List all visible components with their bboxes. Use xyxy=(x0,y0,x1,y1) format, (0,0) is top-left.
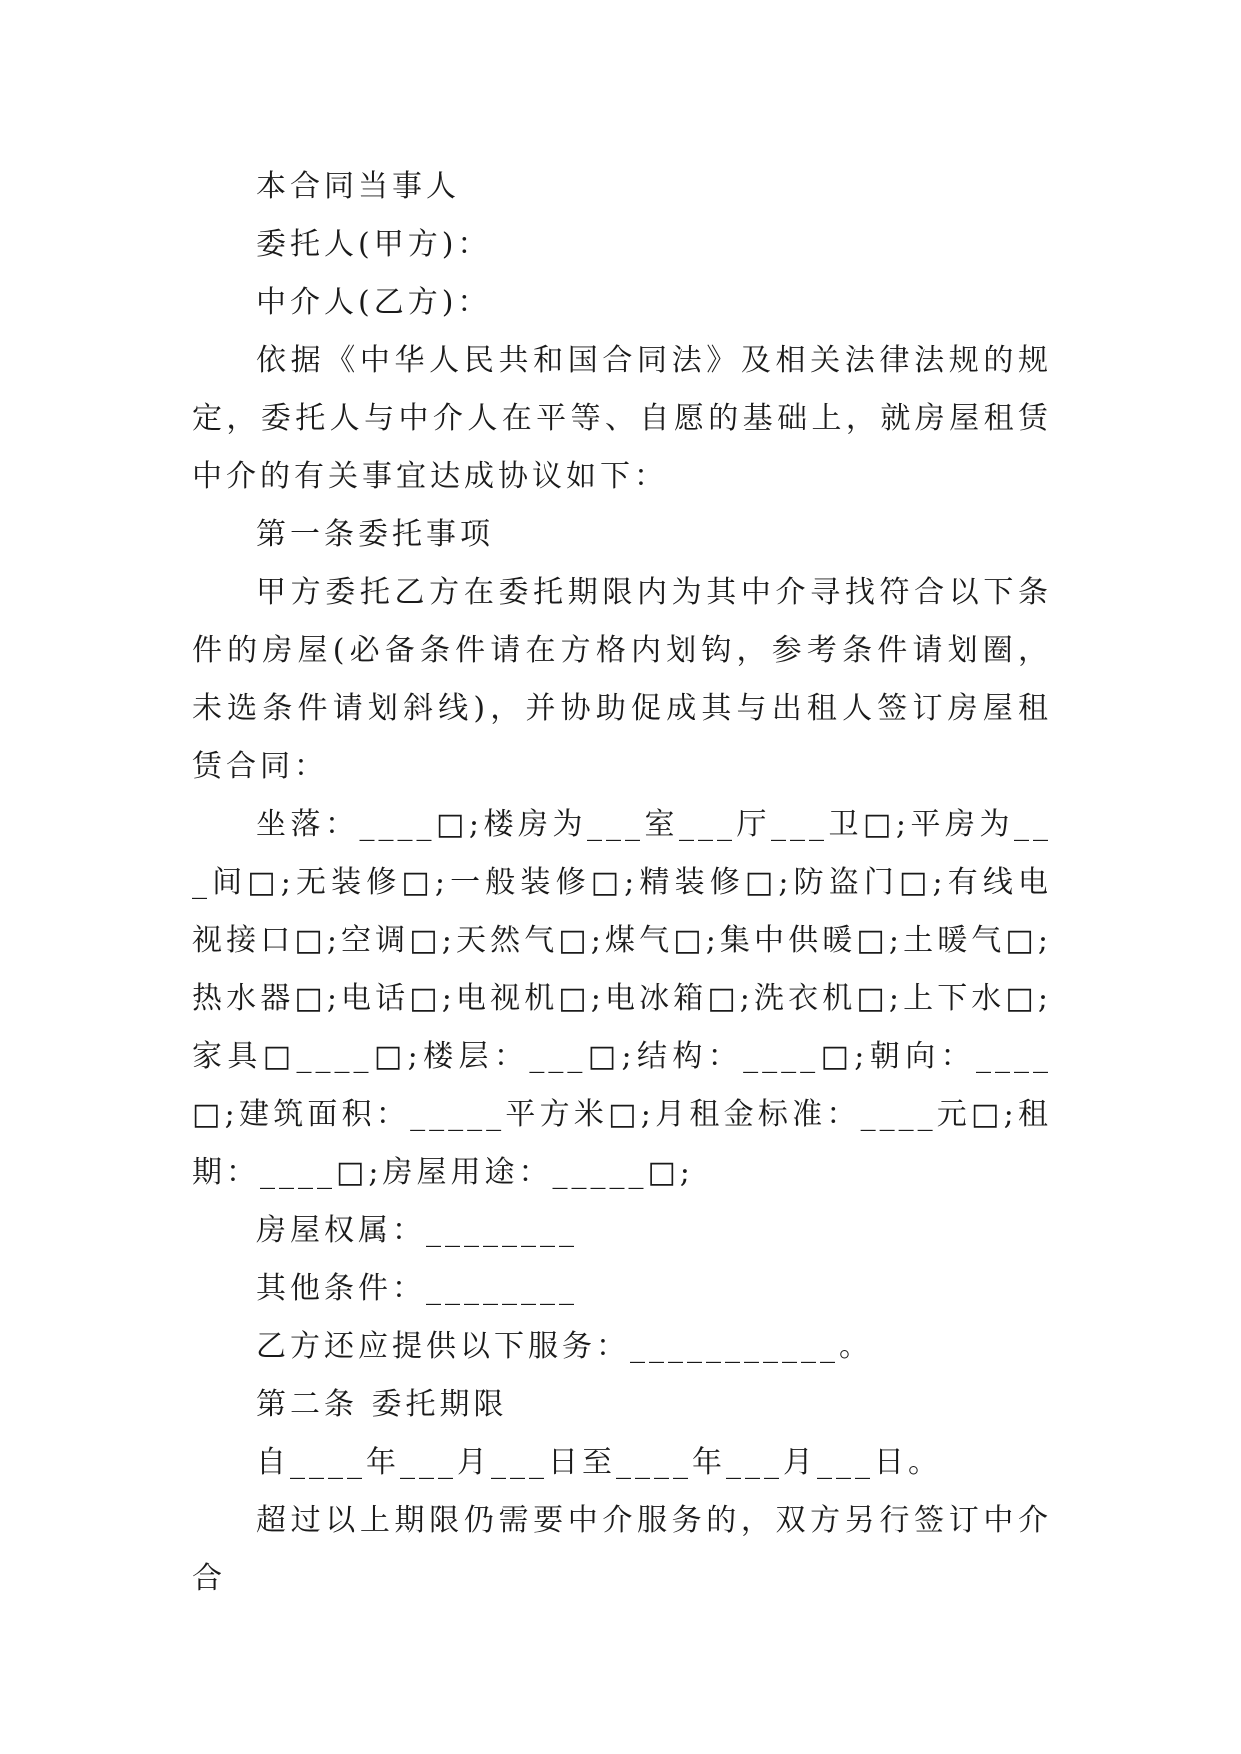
article-1-heading: 第一条委托事项 xyxy=(256,517,494,552)
property-ownership-line: 房屋权属：________ xyxy=(256,1213,578,1248)
agent-party-line: 中介人(乙方)： xyxy=(256,285,492,320)
client-party-line: 委托人(甲方)： xyxy=(256,227,492,262)
term-extension-paragraph: 超过以上期限仍需要中介服务的，双方另行签订中介合 xyxy=(192,1503,1052,1596)
property-conditions-paragraph: 坐落：____□;楼房为___室___厅___卫□;平房为___间□;无装修□;一般装修□;精装修□;防盗门□;有线电视接口□;空调□;天然气□;煤气□;集中供暖□;土暖气□;热水器□;电话□;电视机□;电冰箱□;洗衣机□;上下水□;家具□____□;楼层：___□;结构：____□;朝向：____□;建筑面积：_____平方米□;月租金标准：____元□;租期：____□;房屋用途：_____□; xyxy=(192,807,1052,1190)
article-1-paragraph: 甲方委托乙方在委托期限内为其中介寻找符合以下条件的房屋(必备条件请在方格内划钩，参考条件请划圈，未选条件请划斜线)，并协助促成其与出租人签订房屋租赁合同： xyxy=(192,575,1052,784)
parties-heading: 本合同当事人 xyxy=(256,169,460,204)
preamble-paragraph: 依据《中华人民共和国合同法》及相关法律法规的规定，委托人与中介人在平等、自愿的基础上，就房屋租赁中介的有关事宜达成协议如下： xyxy=(192,343,1052,494)
document-body xyxy=(192,158,1052,1608)
article-2-heading: 第二条 委托期限 xyxy=(256,1387,508,1422)
other-conditions-line: 其他条件：________ xyxy=(256,1271,578,1306)
term-dates-line: 自____年___月___日至____年___月___日。 xyxy=(256,1445,942,1480)
additional-services-line: 乙方还应提供以下服务：___________。 xyxy=(256,1329,873,1364)
